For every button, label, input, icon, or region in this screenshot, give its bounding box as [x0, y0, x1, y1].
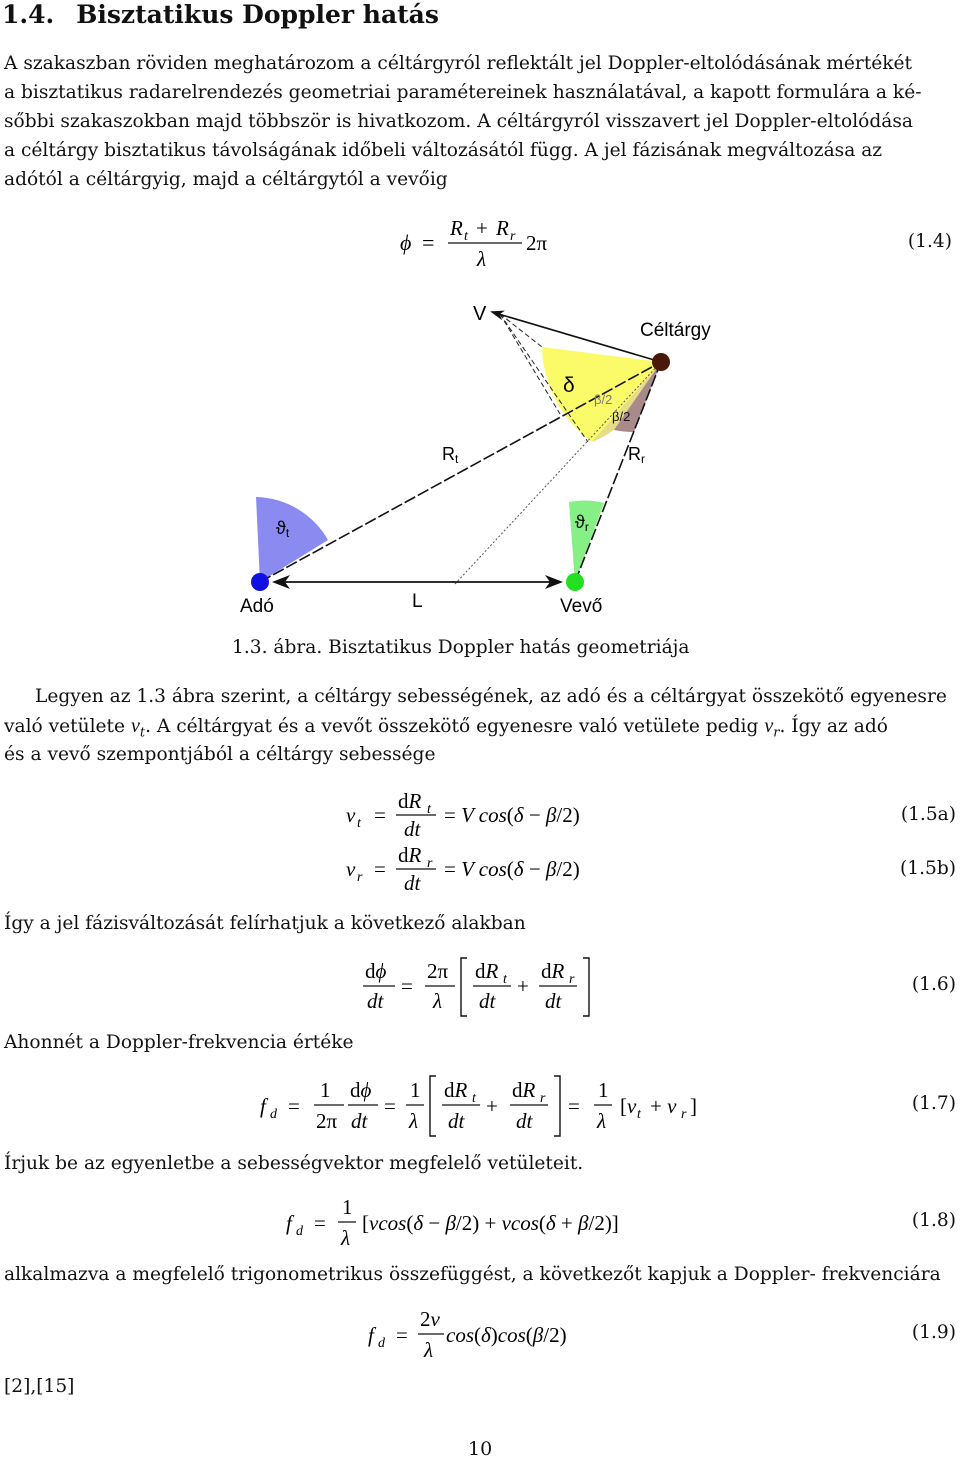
para2-line-2: való vetülete $v_t$. A céltárgyat és a vevőt összekötő egyenesre való vetülete pedig $v_r$. Így az adó — [4, 715, 888, 741]
equation-number-1-5a: (1.5a) — [900, 804, 956, 825]
para2-line-3: és a vevő szempontjából a céltárgy sebessége — [4, 744, 436, 765]
equation-number-1-4: (1.4) — [907, 231, 952, 252]
svg-text:1: 1 — [320, 1078, 331, 1102]
svg-text:=: = — [384, 1094, 396, 1118]
svg-text:v: v — [346, 857, 356, 881]
half-beta-label-2: β/2 — [612, 409, 631, 424]
svg-text:dt: dt — [448, 1109, 465, 1133]
svg-text:=: = — [401, 974, 413, 998]
intro-line-5: adótól a céltárgyig, majd a céltárgytól a vevőig — [4, 169, 448, 190]
svg-text:λ: λ — [477, 247, 487, 271]
transmitter-node — [251, 573, 269, 591]
svg-text:=: = — [314, 1211, 326, 1235]
svg-text:dt: dt — [367, 989, 384, 1013]
equation-1-6 — [355, 952, 615, 1022]
svg-text:dt: dt — [545, 989, 562, 1013]
svg-text:1: 1 — [342, 1195, 353, 1219]
svg-text:d: d — [270, 1107, 277, 1122]
transmitter-label: Adó — [240, 596, 274, 617]
svg-text:=: = — [288, 1094, 300, 1118]
svg-text:dR: dR — [512, 1078, 536, 1102]
figure-caption: 1.3. ábra. Bisztatikus Doppler hatás geometriája — [232, 637, 690, 658]
svg-text:d: d — [378, 1336, 385, 1351]
rt-label: Rt — [442, 444, 459, 466]
svg-text:λ: λ — [433, 989, 443, 1013]
svg-text:2v: 2v — [420, 1307, 440, 1331]
svg-text:r: r — [427, 856, 433, 871]
para6: alkalmazva a megfelelő trigonometrikus összefüggést, a következőt kapjuk a Doppler- frekvenciára — [4, 1264, 941, 1285]
section-heading — [2, 0, 439, 29]
delta-label: δ — [563, 374, 575, 397]
svg-text:=: = — [422, 230, 435, 255]
baseline-label: L — [412, 591, 423, 612]
svg-text:t: t — [464, 229, 468, 244]
svg-text:2π: 2π — [526, 231, 548, 255]
theta-t-label: ϑt — [276, 518, 290, 540]
velocity-label: V — [473, 303, 487, 325]
equation-1-5b — [340, 838, 640, 898]
svg-text:t: t — [472, 1091, 476, 1106]
svg-text:f: f — [260, 1094, 266, 1118]
rr-label: Rr — [628, 444, 645, 466]
intro-line-1: A szakaszban röviden meghatározom a céltárgyról reflektált jel Doppler-eltolódásának mértékét — [4, 53, 913, 74]
svg-text:dt: dt — [351, 1109, 368, 1133]
svg-text:r: r — [540, 1091, 546, 1106]
equation-number-1-9: (1.9) — [911, 1322, 956, 1343]
svg-text:+: + — [476, 216, 488, 240]
target-label: Céltárgy — [640, 320, 711, 341]
equation-1-5a — [340, 784, 640, 842]
svg-text:t: t — [637, 1107, 641, 1122]
intro-line-3: sőbbi szakaszokban majd többször is hivatkozom. A céltárgyról visszavert jel Doppler-eltolódása — [4, 111, 913, 132]
svg-text:dt: dt — [479, 989, 496, 1013]
intro-line-2: a bisztatikus radarelrendezés geometriai paramétereinek használatával, a kapott formulára a ké- — [4, 82, 922, 103]
section-title: Bisztatikus Doppler hatás — [76, 0, 439, 29]
svg-text:dϕ: dϕ — [365, 959, 387, 983]
svg-text:λ: λ — [424, 1338, 434, 1362]
svg-text:v: v — [346, 803, 356, 827]
intro-line-4: a céltárgy bisztatikus távolságának időbeli változásától függ. A jel fázisának megváltozása az — [4, 140, 883, 161]
svg-text:t: t — [503, 972, 507, 987]
svg-text:=: = — [374, 803, 386, 827]
equation-1-4 — [390, 208, 590, 272]
svg-text:λ: λ — [597, 1109, 607, 1133]
svg-text:= V cos(δ − β/2): = V cos(δ − β/2) — [444, 803, 580, 827]
equation-number-1-8: (1.8) — [911, 1210, 956, 1231]
svg-text:d: d — [296, 1224, 303, 1239]
section-number: 1.4. — [2, 0, 55, 29]
svg-text:dt: dt — [516, 1109, 533, 1133]
theta-t-sector — [256, 497, 328, 582]
svg-text:=: = — [374, 857, 386, 881]
svg-text:λ: λ — [341, 1226, 351, 1250]
svg-text:dϕ: dϕ — [350, 1078, 372, 1102]
svg-text:t: t — [427, 802, 431, 817]
svg-text:R: R — [496, 216, 509, 240]
svg-text:+: + — [486, 1094, 498, 1118]
svg-text:dR: dR — [541, 959, 565, 983]
svg-text:2π: 2π — [427, 959, 449, 983]
svg-text:+ v: + v — [650, 1094, 677, 1118]
target-node — [652, 353, 670, 371]
svg-text:cos(δ)cos(β/2): cos(δ)cos(β/2) — [446, 1323, 567, 1347]
bistatic-geometry-figure — [220, 292, 740, 632]
svg-text:dR: dR — [475, 959, 499, 983]
svg-text:R: R — [450, 216, 463, 240]
svg-text:dR: dR — [398, 789, 422, 813]
svg-text:=: = — [396, 1323, 408, 1347]
svg-text:f: f — [286, 1211, 292, 1235]
projection-line-3 — [500, 314, 542, 347]
svg-text:f: f — [368, 1323, 374, 1347]
equation-1-9 — [366, 1302, 626, 1370]
equation-number-1-7: (1.7) — [911, 1093, 956, 1114]
svg-text:1: 1 — [410, 1078, 421, 1102]
svg-text:=: = — [568, 1094, 580, 1118]
svg-text:2π: 2π — [316, 1109, 338, 1133]
half-beta-label-1: β/2 — [594, 392, 613, 407]
para4: Ahonnét a Doppler-frekvencia értéke — [4, 1032, 354, 1053]
svg-text:]: ] — [690, 1094, 697, 1118]
svg-text:dt: dt — [404, 871, 421, 895]
para3: Így a jel fázisváltozását felírhatjuk a következő alakban — [4, 913, 526, 934]
svg-text:r: r — [357, 870, 363, 885]
receiver-node — [566, 573, 584, 591]
equation-1-8 — [284, 1190, 704, 1258]
receiver-label: Vevő — [560, 596, 603, 617]
svg-text:λ: λ — [409, 1109, 419, 1133]
equation-number-1-6: (1.6) — [911, 974, 956, 995]
svg-text:= V cos(δ − β/2): = V cos(δ − β/2) — [444, 857, 580, 881]
svg-text:dt: dt — [404, 817, 421, 841]
theta-r-label: ϑr — [575, 512, 589, 534]
para2-line-1: Legyen az 1.3 ábra szerint, a céltárgy sebességének, az adó és a céltárgyat összekötő egyenesre — [35, 686, 947, 707]
svg-text:dR: dR — [398, 843, 422, 867]
svg-text:[vcos(δ − β/2) + vcos(δ + β/: [vcos(δ − β/2) + vcos(δ + β/2)] — [362, 1211, 619, 1235]
equation-number-1-5b: (1.5b) — [900, 858, 956, 879]
svg-text:[v: [v — [620, 1094, 637, 1118]
svg-text:dR: dR — [444, 1078, 468, 1102]
references: [2],[15] — [4, 1376, 75, 1397]
svg-text:r: r — [510, 229, 516, 244]
equation-1-7 — [258, 1070, 718, 1142]
svg-text:r: r — [569, 972, 575, 987]
para5: Írjuk be az egyenletbe a sebességvektor megfelelő vetületeit. — [4, 1153, 584, 1174]
page-number: 10 — [468, 1438, 493, 1460]
svg-text:+: + — [517, 974, 529, 998]
svg-text:t: t — [357, 816, 361, 831]
svg-text:r: r — [681, 1107, 687, 1122]
svg-text:ϕ: ϕ — [400, 230, 412, 255]
svg-text:1: 1 — [598, 1078, 609, 1102]
